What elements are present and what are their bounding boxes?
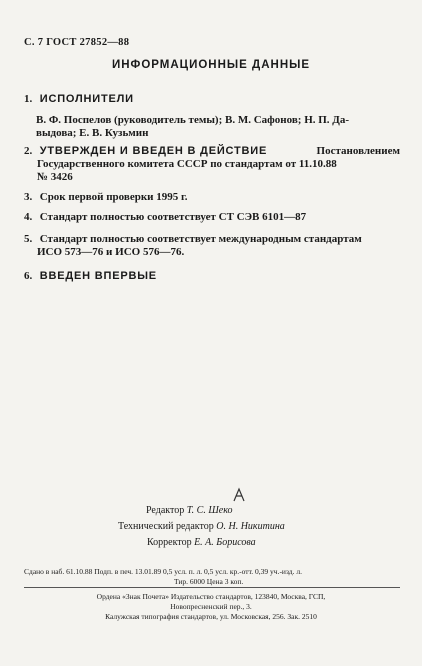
proofreader-row [118,535,285,551]
publisher-line-1: Ордена «Знак Почета» Издательство стандартов, 123840, Москва, ГСП, [96,592,326,601]
section-4 [24,211,400,224]
proofreader-role: Корректор [147,537,192,548]
section-2-heading: УТВЕРЖДЕН И ВВЕДЕН В ДЕЙСТВИЕ [39,145,268,157]
authors-line-2: выдова; Е. В. Кузьмин [36,127,149,139]
section-2-rest: Постановлением [316,145,400,157]
section-3 [24,191,400,204]
section-5 [24,233,400,259]
divider-line [24,587,400,588]
section-2-line-1 [24,145,400,158]
imprint-line-1: Сдано в наб. 61.10.88 Подп. в печ. 13.01.89 0,5 усл. п. л. 0,5 усл. кр.-отт. 0,39 уч.-изд. л. [24,567,302,576]
section-5-number: 5. [24,233,33,245]
section-2-line-2: Государственного комитета СССР по стандартам от 11.10.88 [37,158,337,170]
section-1-number: 1. [24,93,33,105]
section-4-text: Стандарт полностью соответствует СТ СЭВ 6101—87 [39,211,307,223]
section-5-line-2: ИСО 573—76 и ИСО 576—76. [37,246,185,258]
publisher-line-2: Новопресненский пер., 3. [170,602,252,611]
authors [36,114,400,140]
section-2-line-3: № 3426 [37,171,73,183]
tech-editor-row [118,519,285,535]
editor-row [118,503,285,519]
section-1-heading: ИСПОЛНИТЕЛИ [39,93,134,105]
section-3-text: Срок первой проверки 1995 г. [39,191,188,203]
section-6-heading: ВВЕДЕН ВПЕРВЫЕ [39,270,157,282]
section-2-number: 2. [24,145,33,157]
section-1 [24,93,400,106]
proofreader-name: Е. А. Борисова [194,537,256,548]
publisher-info [0,592,422,622]
section-6 [24,270,400,283]
tech-editor-role: Технический редактор [118,521,214,532]
page-header: С. 7 ГОСТ 27852—88 [24,37,130,48]
imprint-line-2: Тир. 6000 Цена 3 коп. [174,577,244,586]
imprint [24,567,404,587]
editors-block [118,503,285,551]
tech-editor-name: О. Н. Никитина [216,521,285,532]
editor-name: Т. С. Шеко [186,505,233,516]
section-3-number: 3. [24,191,33,203]
section-6-number: 6. [24,270,33,282]
editor-role: Редактор [146,505,185,516]
section-5-line-1 [24,233,400,246]
section-5-text: Стандарт полностью соответствует международным стандартам [39,233,362,245]
authors-line-1: В. Ф. Поспелов (руководитель темы); В. М. Сафонов; Н. П. Да- [36,114,350,126]
page-title: ИНФОРМАЦИОННЫЕ ДАННЫЕ [111,59,311,71]
publisher-line-3: Калужская типография стандартов, ул. Московская, 256. Зак. 2510 [105,612,317,621]
section-4-number: 4. [24,211,33,223]
section-2 [24,145,400,184]
